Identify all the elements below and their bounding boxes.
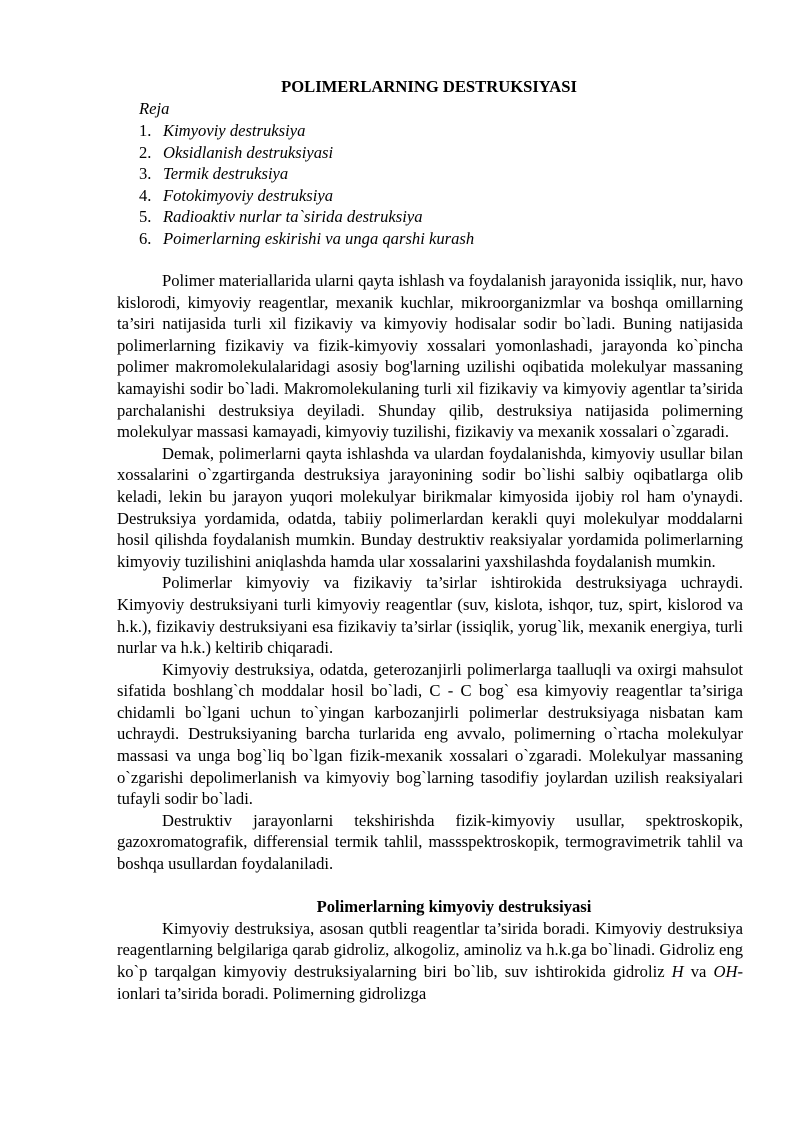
- plan-item-number: 3.: [139, 164, 152, 184]
- plan-item: [139, 142, 474, 164]
- plan-item-text: Termik destruksiya: [163, 164, 289, 184]
- body-paragraph: Polimerlar kimyoviy va fizikaviy ta’sirlar ishtirokida destruksiyaga uchraydi. Kimyoviy destruksiyani turli kimyoviy reagentlar (suv, kislota, ishqor, tuz, spirt, kislorod va h.k.), fizikaviy destruksiyani esa fizikaviy ta’sirlar (issiqlik, yorug`lik, mexanik energiya, turli nurlar va h.k.) keltirib chiqaradi.: [117, 573, 743, 658]
- plan-item-number: 5.: [139, 207, 152, 227]
- plan-item-text: Radioaktiv nurlar ta`sirida destruksiya: [163, 207, 423, 227]
- plan-item-text: Fotokimyoviy destruksiya: [163, 185, 334, 205]
- plan-item-number: 2.: [139, 142, 152, 162]
- document-body: [117, 270, 743, 1004]
- paragraph-text-start: Kimyoviy destruksiya, asosan qutbli reagentlar ta’sirida boradi. Kimyoviy destruksiya reagentlarning belgilariga qarab gidroliz, alkogoliz, aminoliz va h.k.ga bo`linadi. Gidroliz eng ko`p tarqalgan kimyoviy destruksiyalarning biri bo`lib, suv ishtirokida gidroliz: [117, 918, 743, 981]
- body-paragraph: Kimyoviy destruksiya, odatda, geterozanjirli polimerlarga taalluqli va oxirgi mahsulot sifatida boshlang`ch moddalar hosil bo`ladi, C - C bog` esa kimyoviy reagentlar ta’siriga chidamli bo`lgani uchun to`yingan karbozanjirli polimerlar destruksiyaga nisbatan kam uchraydi. Destruksiyaning barcha turlarida eng avvalo, polimerning o`rtacha molekulyar massasi va unga bog`liq bo`lgan fizik-mexanik xossalari o`zgaradi. Molekulyar massaning o`zgarishi depolimerlanish va kimyoviy bog`larning tasodifiy joylardan uzilish reaksiyalari tufayli sodir bo`ladi.: [117, 659, 743, 809]
- conjunction-text: va: [683, 962, 714, 981]
- plan-list: [139, 120, 474, 250]
- plan-item-text: Kimyoviy destruksiya: [163, 121, 306, 141]
- plan-item: [139, 120, 474, 142]
- plan-item-number: 1.: [139, 121, 152, 141]
- oh-ion-symbol: OH-: [713, 962, 743, 981]
- paragraph-text-end: ionlari ta’sirida boradi. Polimerning gidrolizga: [117, 983, 427, 1003]
- plan-item-text: Poimerlarning eskirishi va unga qarshi kurash: [163, 229, 475, 249]
- plan-item-number: 4.: [139, 185, 152, 205]
- plan-item: [139, 185, 474, 207]
- plan-section: [139, 98, 474, 250]
- body-paragraph: Demak, polimerlarni qayta ishlashda va ulardan foydalanishda, kimyoviy usullar bilan xossalarini o`zgartirganda destruksiya jarayonining sodir bo`lishi salbiy oqibatlarga olib keladi, lekin bu jarayon yuqori molekulyar birikmalar kimyosida ijobiy rol ham o'ynaydi. Destruksiya yordamida, odatda, tabiiy polimerlardan kerakli quyi molekulyar moddalarni hosil qilishda foydalanish mumkin. Bunday destruktiv reaksiyalar yordamida polimerlarning kimyoviy tuzilishini aniqlashda hamda ular xossalarini yaxshilashda foydalanish mumkin.: [117, 443, 743, 571]
- h-ion-symbol: H: [671, 962, 684, 981]
- plan-item: [139, 206, 474, 228]
- plan-item-number: 6.: [139, 229, 152, 249]
- plan-heading: Reja: [139, 99, 170, 118]
- body-paragraph: Destruktiv jarayonlarni tekshirishda fizik-kimyoviy usullar, spektroskopik, gazoxromatografik, differensial termik tahlil, massspektroskopik, termogravimetrik tahlil va boshqa usullardan foydalaniladi.: [117, 810, 743, 874]
- section-heading: Polimerlarning kimyoviy destruksiyasi: [316, 897, 592, 917]
- plan-item: [139, 228, 474, 250]
- body-paragraph: [117, 918, 743, 1004]
- document-title: POLIMERLARNING DESTRUKSIYASI: [281, 77, 577, 96]
- plan-item-text: Oksidlanish destruksiyasi: [163, 142, 334, 162]
- plan-item: [139, 163, 474, 185]
- body-paragraph: Polimer materiallarida ularni qayta ishlash va foydalanish jarayonida issiqlik, nur, havo kislorodi, kimyoviy reagentlar, mexanik kuchlar, mikroorganizmlar va boshqa omillarning ta’siri natijasida turli xil fizikaviy va kimyoviy hodisalar sodir bo`ladi. Buning natijasida polimerlarning fizikaviy va fizik-kimyoviy xossalari yomonlashadi, jarayonda ko`pincha polimer makromolekulalaridagi asosiy bog'larning uzilishi oqibatida molekulyar massaning kamayishi sodir bo`ladi. Makromolekulaning turli xil fizikaviy va kimyoviy agentlar ta’sirida parchalanishi destruksiya deyiladi. Shunday qilib, destruksiya natijasida polimerning molekulyar massasi kamayadi, kimyoviy tuzilishi, fizikaviy va mexanik xossalari o`zgaradi.: [117, 271, 743, 442]
